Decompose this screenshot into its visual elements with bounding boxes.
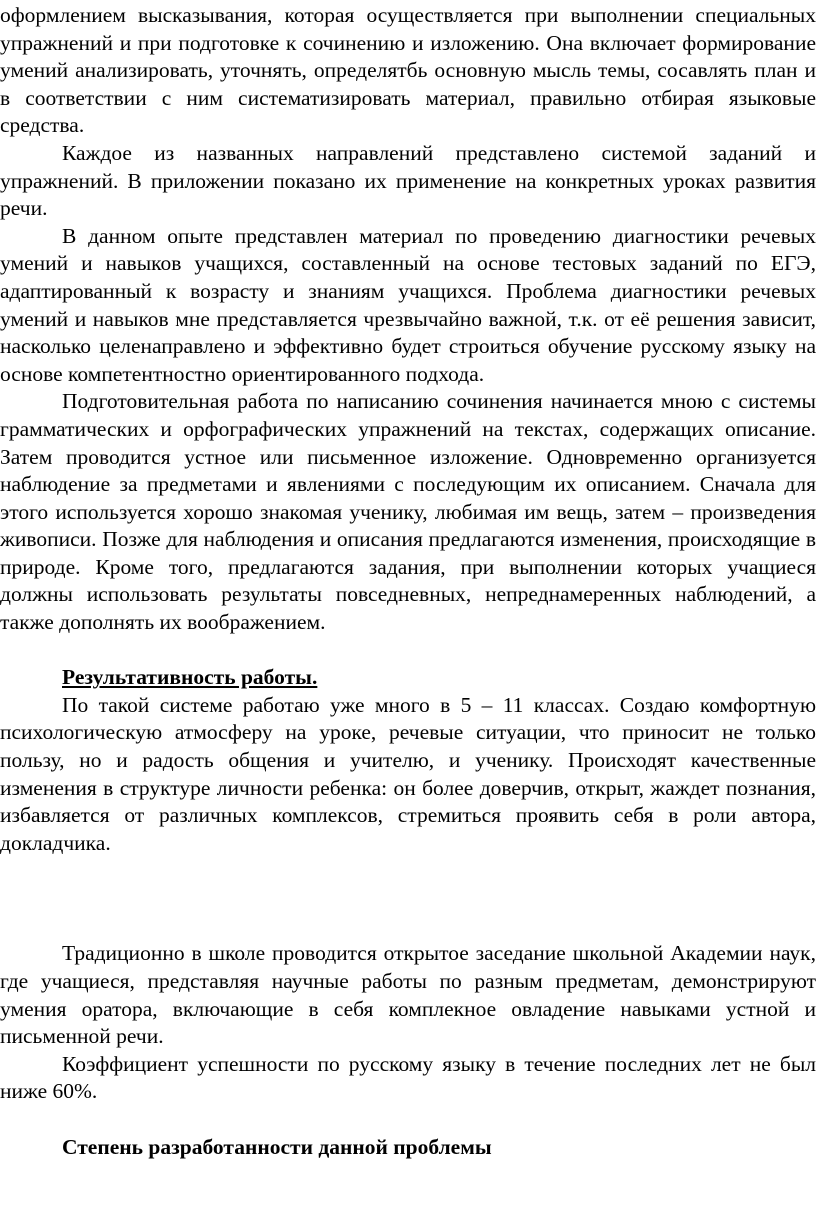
paragraph-success-rate: Коэффициент успешности по русскому языку в течение последних лет не был ниже 60%. <box>0 1051 816 1104</box>
paragraph-diagnostics: В данном опыте представлен материал по проведению диагностики речевых умений и навыков учащихся, составленный на основе тестовых заданий по ЕГЭ, адаптированный к возрасту и знаниям учащихся. Проблема диагностики речевых умений и навыков мне представляется чрезвычайно важной, т.к. от её решения зависит, насколько целенаправлено и эффективно будет строиться обучение русскому языку на основе компетентностно ориентированного подхода. <box>0 223 816 386</box>
spacer <box>0 637 816 665</box>
heading-results: Результативность работы. <box>62 665 318 690</box>
paragraph-results: По такой системе работаю уже много в 5 – 11 классах. Создаю комфортную психологическую атмосферу на уроке, речевые ситуации, что приносит не только пользу, но и радость общения и учителю, и ученику. Происходят качественные изменения в структуре личности ребенка: он более доверчив, открыт, жаждет познания, избавляется от различных комплексов, стремиться проявить себя в роли автора, докладчика. <box>0 692 816 855</box>
paragraph-essay-preparation: Подготовительная работа по написанию сочинения начинается мною с системы грамматических и орфографических упражнений на текстах, содержащих описание. Затем проводится устное или письменное изложение. Одновременно организуется наблюдение за предметами и явлениями с последующим их описанием. Сначала для этого используется хорошо знакомая ученику, любимая им вещь, затем – произведения живописи. Позже для наблюдения и описания предлагаются изменения, происходящие в природе. Кроме того, предлагаются задания, при выполнении которых учащиеся должны использовать результаты повседневных, непреднамеренных наблюдений, а также дополнять их воображением. <box>0 389 816 635</box>
spacer <box>0 857 816 940</box>
heading-degree: Степень разработанности данной проблемы <box>62 1134 492 1159</box>
paragraph-speech-formulation: оформлением высказывания, которая осуществляется при выполнении специальных упражнений и при подготовке к сочинению и изложению. Она включает формирование умений анализировать, уточнять, определятбь основную мысль темы, сосавлять план и в соответствии с ним систематизировать материал, правильно отбирая языковые средства. <box>0 3 816 138</box>
paragraph-directions: Каждое из названных направлений представлено системой заданий и упражнений. В приложении показано их применение на конкретных уроках развития речи. <box>0 140 816 221</box>
spacer <box>0 1106 816 1134</box>
paragraph-academy: Традиционно в школе проводится открытое заседание школьной Академии наук, где учащиеся, представляя научные работы по разным предметам, демонстрируют умения оратора, включающие в себя комплекное овладение навыками устной и письменной речи. <box>0 941 816 1049</box>
